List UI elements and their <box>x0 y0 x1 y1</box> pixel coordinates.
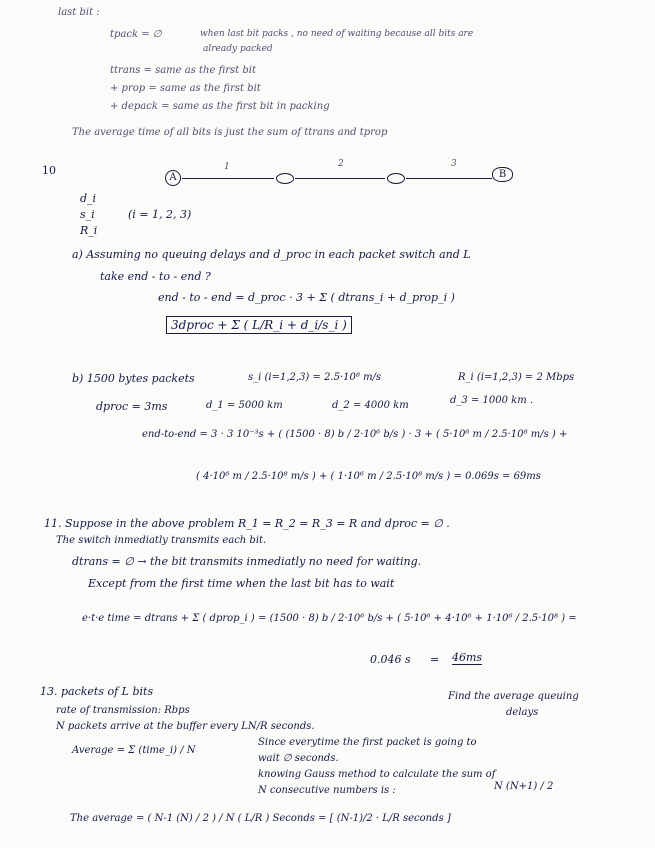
q11-equals: = <box>430 653 440 666</box>
q13-since-4: N consecutive numbers is : <box>258 785 396 796</box>
q13-since-3: knowing Gauss method to calculate the sum of <box>258 769 496 780</box>
q11-title: 11. Suppose in the above problem R_1 = R_2 = R_3 = R and dproc = ∅ . <box>44 517 450 530</box>
d3-value: d_3 = 1000 km . <box>450 395 534 406</box>
link-1-label: 1 <box>224 162 230 172</box>
link-3 <box>406 178 492 179</box>
node-a <box>165 170 181 186</box>
q13-find-1: Find the average queuing <box>448 691 579 702</box>
i-range: (i = 1, 2, 3) <box>128 208 192 221</box>
q10a-equation-1: end - to - end = d_proc · 3 + Σ ( dtrans_i + d_prop_i ) <box>158 291 455 304</box>
q11-result-seconds: 0.046 s <box>370 653 411 666</box>
packet-switch-1 <box>276 173 294 184</box>
q10b-rate: R_i (i=1,2,3) = 2 Mbps <box>458 372 575 383</box>
q10b-equation-2: ( 4·10⁶ m / 2.5·10⁸ m/s ) + ( 1·10⁶ m / 2.5·10⁸ m/s ) = 0.069s = 69ms <box>196 471 541 482</box>
q11-equation: e·t·e time = dtrans + Σ ( dprop_i ) = (1500 · 8) b / 2·10⁶ b/s + ( 5·10⁶ + 4·10⁶ + 1·10⁶ / 2.5·10⁸ ) = <box>82 613 577 624</box>
r-i-label: R_i <box>80 224 98 237</box>
link-2 <box>295 178 385 179</box>
d-i-label: d_i <box>80 192 97 205</box>
d1-value: d_1 = 5000 km <box>206 400 283 411</box>
q10-number: 10 <box>42 164 56 177</box>
tdepack-line: + depack = same as the first bit in packing <box>110 101 330 112</box>
intro-summary: The average time of all bits is just the sum of ttrans and tprop <box>72 127 388 138</box>
link-2-label: 2 <box>338 159 344 169</box>
q13-arrive: N packets arrive at the buffer every LN/R seconds. <box>56 721 315 732</box>
s-i-label: s_i <box>80 208 95 221</box>
q11-line-4: Except from the first time when the last bit has to wait <box>88 577 395 590</box>
d2-value: d_2 = 4000 km <box>332 400 409 411</box>
q13-average-formula: Average = Σ (time_i) / N <box>72 745 196 756</box>
q10b-label: b) 1500 bytes packets <box>72 372 195 385</box>
dproc-value: dproc = 3ms <box>96 400 168 413</box>
q11-line-3: dtrans = ∅ → the bit transmits inmediatly no need for waiting. <box>72 555 422 568</box>
q13-final-answer: The average = ( N-1 (N) / 2 ) / N ( L/R ) Seconds = [ (N-1)/2 · L/R seconds ] <box>70 813 451 824</box>
q11-result-ms: 46ms <box>452 651 483 664</box>
q13-title: 13. packets of L bits <box>40 685 154 698</box>
q11-line-2: The switch inmediatly transmits each bit. <box>56 535 267 546</box>
node-b-label: B <box>498 169 507 180</box>
tpack-line: tpack = ∅ <box>110 29 162 40</box>
packet-switch-2 <box>387 173 405 184</box>
tprop-line: + prop = same as the first bit <box>110 83 261 94</box>
ttrans-line: ttrans = same as the first bit <box>110 65 256 76</box>
last-bit-label: last bit : <box>58 7 100 18</box>
q13-rate: rate of transmission: Rbps <box>56 705 190 716</box>
q10b-speed: s_i (i=1,2,3) = 2.5·10⁸ m/s <box>248 372 382 383</box>
link-1 <box>182 178 274 179</box>
q13-since-2: wait ∅ seconds. <box>258 753 339 764</box>
tpack-note-2: already packed <box>203 44 273 54</box>
node-b <box>492 167 513 182</box>
q13-gauss-sum: N (N+1) / 2 <box>494 781 554 792</box>
q10a-line-1: a) Assuming no queuing delays and d_proc in each packet switch and L <box>72 248 471 261</box>
q13-find-2: delays <box>506 707 539 718</box>
q10a-boxed-answer: 3dproc + Σ ( L/R_i + d_i/s_i ) <box>166 316 352 334</box>
q10b-equation-1: end-to-end = 3 · 3 10⁻³s + ( (1500 · 8) b / 2·10⁶ b/s ) · 3 + ( 5·10⁶ m / 2.5·10⁸ m/s ) + <box>142 429 568 440</box>
tpack-note-1: when last bit packs , no need of waiting because all bits are <box>200 29 474 39</box>
q10a-line-2: take end - to - end ? <box>100 270 211 283</box>
node-a-label: A <box>169 172 177 183</box>
link-3-label: 3 <box>451 159 457 169</box>
q13-since-1: Since everytime the first packet is going to <box>258 737 477 748</box>
